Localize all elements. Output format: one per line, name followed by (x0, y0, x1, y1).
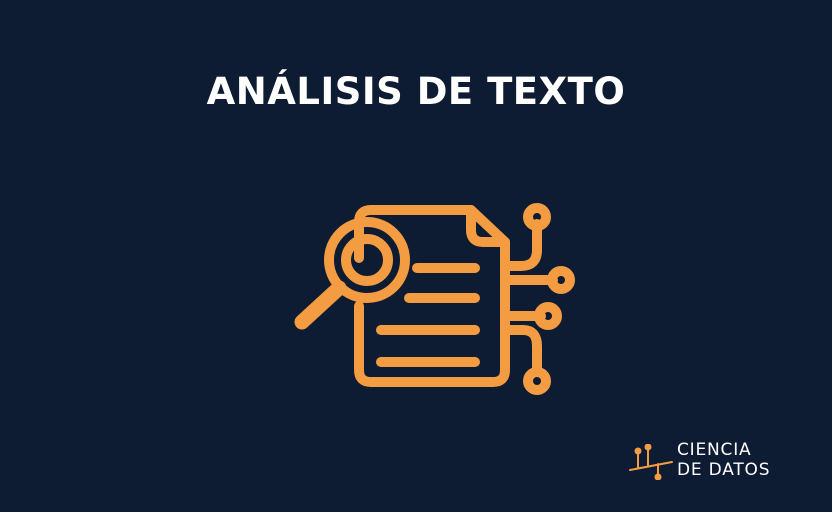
brand-line-1: CIENCIA (677, 440, 752, 460)
text-analysis-icon (285, 200, 585, 410)
circuit-node (539, 307, 557, 325)
circuit-node (528, 372, 546, 390)
brand-name (677, 440, 770, 480)
circuit-node (528, 208, 546, 226)
data-science-logo-icon (628, 444, 674, 480)
page-title: ANÁLISIS DE TEXTO (206, 70, 626, 113)
circuit-node (552, 271, 570, 289)
brand-logo[interactable] (628, 440, 798, 484)
magnifier-handle (302, 288, 339, 322)
magnifier-lens (346, 239, 388, 281)
brand-line-2: DE DATOS (677, 460, 771, 480)
